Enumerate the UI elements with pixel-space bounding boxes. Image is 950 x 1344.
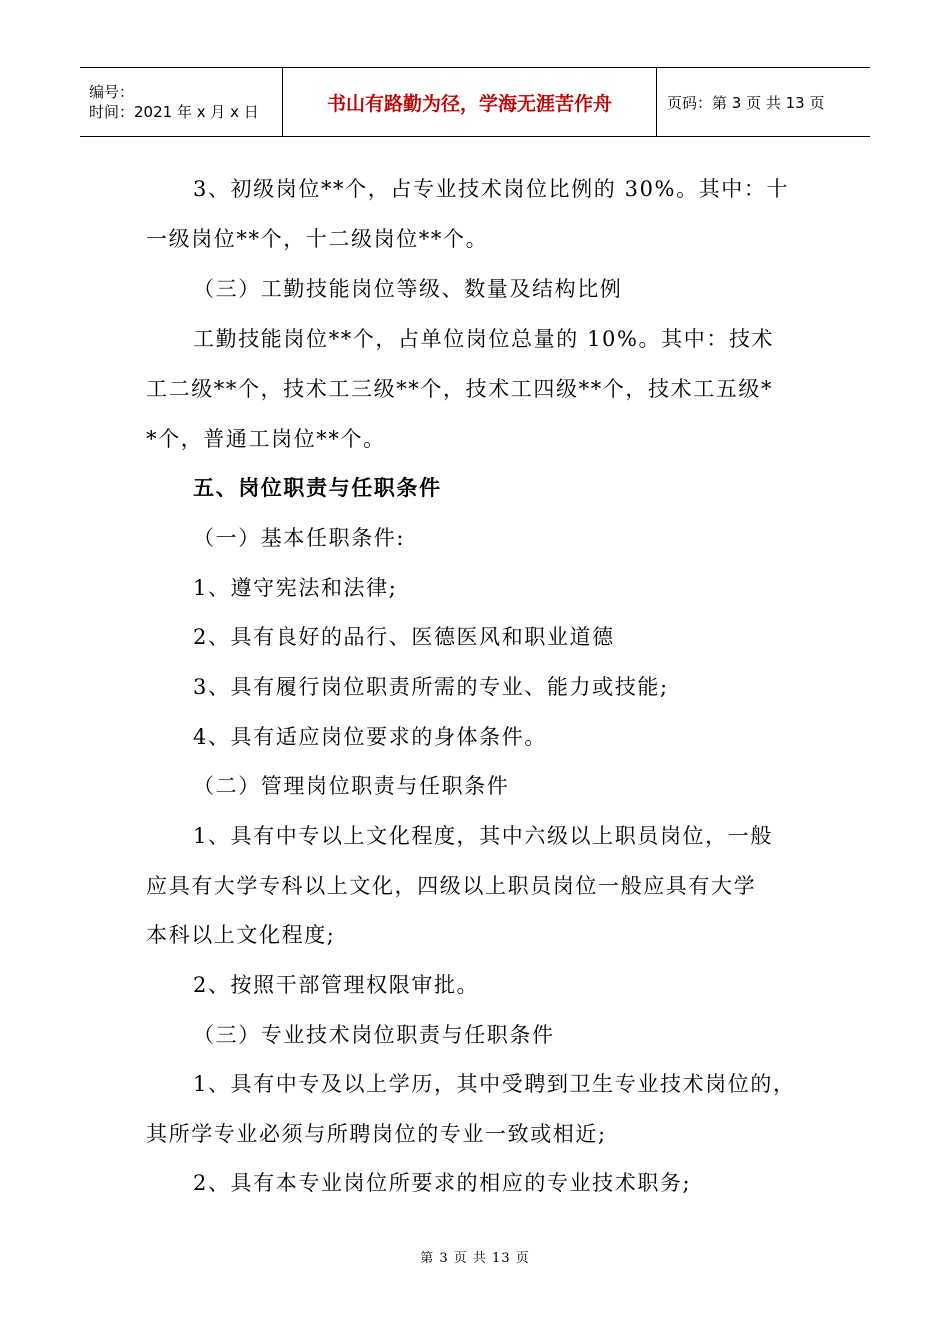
section-heading: （三）工勤技能岗位等级、数量及结构比例: [193, 277, 623, 301]
section-heading: （二）管理岗位职责与任职条件: [193, 774, 510, 798]
paragraph-line: 1、具有中专以上文化程度，其中六级以上职员岗位，一般: [193, 824, 773, 848]
paragraph-line: 4、具有适应岗位要求的身体条件。: [193, 725, 547, 749]
section-heading: （一）基本任职条件:: [193, 526, 406, 550]
document-number-label: 编号：: [89, 83, 135, 101]
document-time-label: 时间：2021 年 x 月 x 日: [89, 103, 259, 121]
motto-text: 书山有路勤为径，学海无涯苦作舟: [326, 92, 612, 115]
section-heading: （三）专业技术岗位职责与任职条件: [193, 1023, 555, 1047]
paragraph-line: 2、具有良好的品行、医德医风和职业道德: [193, 625, 615, 649]
paragraph-line: 2、具有本专业岗位所要求的相应的专业技术职务;: [193, 1171, 692, 1195]
page-info-text: 页码：第 3 页 共 13 页: [667, 93, 825, 112]
paragraph-line: 1、具有中专及以上学历，其中受聘到卫生专业技术岗位的，: [193, 1072, 796, 1096]
paragraph-line: 3、初级岗位**个，占专业技术岗位比例的 30%。其中：十: [193, 177, 790, 201]
paragraph-line: *个，普通工岗位**个。: [146, 427, 386, 451]
paragraph-line: 1、遵守宪法和法律;: [193, 576, 398, 600]
page-footer: [0, 1247, 950, 1266]
footer-page-number: 第 3 页 共 13 页: [420, 1251, 530, 1266]
paragraph-line: 应具有大学专科以上文化，四级以上职员岗位一般应具有大学: [146, 874, 757, 898]
header-meta: [80, 68, 283, 136]
header-motto: [283, 68, 657, 136]
page-header: [80, 67, 870, 137]
header-page-info: [657, 68, 870, 136]
paragraph-line: 本科以上文化程度;: [146, 923, 336, 947]
paragraph-line: 工勤技能岗位**个，占单位岗位总量的 10%。其中：技术: [193, 327, 775, 351]
paragraph-line: 其所学专业必须与所聘岗位的专业一致或相近;: [146, 1122, 607, 1146]
paragraph-line: 3、具有履行岗位职责所需的专业、能力或技能;: [193, 675, 669, 699]
paragraph-line: 工二级**个，技术工三级**个，技术工四级**个，技术工五级*: [146, 377, 774, 401]
paragraph-line: 2、按照干部管理权限审批。: [193, 973, 480, 997]
chapter-heading: 五、岗位职责与任职条件: [193, 476, 442, 500]
paragraph-line: 一级岗位**个，十二级岗位**个。: [146, 227, 489, 251]
